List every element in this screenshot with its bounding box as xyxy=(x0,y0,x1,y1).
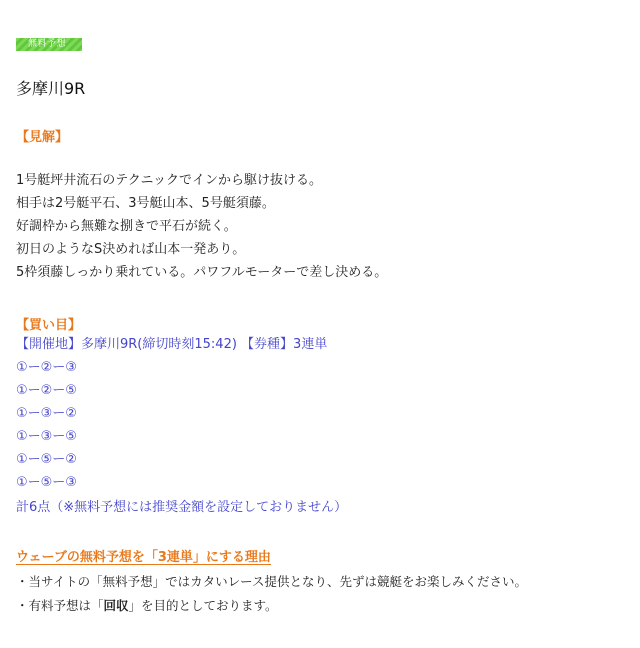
reason-bullet-2 xyxy=(16,596,278,614)
reason-bullet-2-pre: ・有料予想は「 xyxy=(16,598,104,613)
total-count: 計6点（※無料予想には推奨金額を設定しておりません） xyxy=(16,500,348,515)
combo-3: ①ー③ー② xyxy=(16,406,77,421)
view-header: 【見解】 xyxy=(16,130,69,145)
combo-1: ①ー②ー③ xyxy=(16,360,77,375)
combo-2: ①ー②ー⑤ xyxy=(16,383,77,398)
reason-bullet-2-bold: 回収 xyxy=(103,598,129,613)
combo-5: ①ー⑤ー② xyxy=(16,452,77,467)
view-line-4: 初日のようなS決めれば山本一発あり。 xyxy=(16,242,246,257)
reason-bullet-2-post: 」を目的としております。 xyxy=(128,598,278,613)
free-prediction-badge: 無料予想 xyxy=(16,38,82,51)
race-title: 多摩川9R xyxy=(16,79,86,98)
view-line-1: 1号艇坪井流石のテクニックでインから駆け抜ける。 xyxy=(16,173,322,188)
view-line-3: 好調枠から無難な捌きで平石が続く。 xyxy=(16,219,237,234)
view-line-2: 相手は2号艇平石、3号艇山本、5号艇須藤。 xyxy=(16,196,275,211)
view-line-5: 5枠須藤しっかり乗れている。パワフルモーターで差し決める。 xyxy=(16,265,388,280)
reason-bullet-1: ・当サイトの「無料予想」ではカタいレース提供となり、先ずは競艇をお楽しみください。 xyxy=(16,574,528,589)
race-info: 【開催地】多摩川9R(締切時刻15:42) 【券種】3連単 xyxy=(16,337,328,352)
buy-header: 【買い目】 xyxy=(16,318,82,333)
combo-6: ①ー⑤ー③ xyxy=(16,475,77,490)
combo-4: ①ー③ー⑤ xyxy=(16,429,77,444)
reason-header: ウェーブの無料予想を「3連単」にする理由 xyxy=(16,550,271,565)
